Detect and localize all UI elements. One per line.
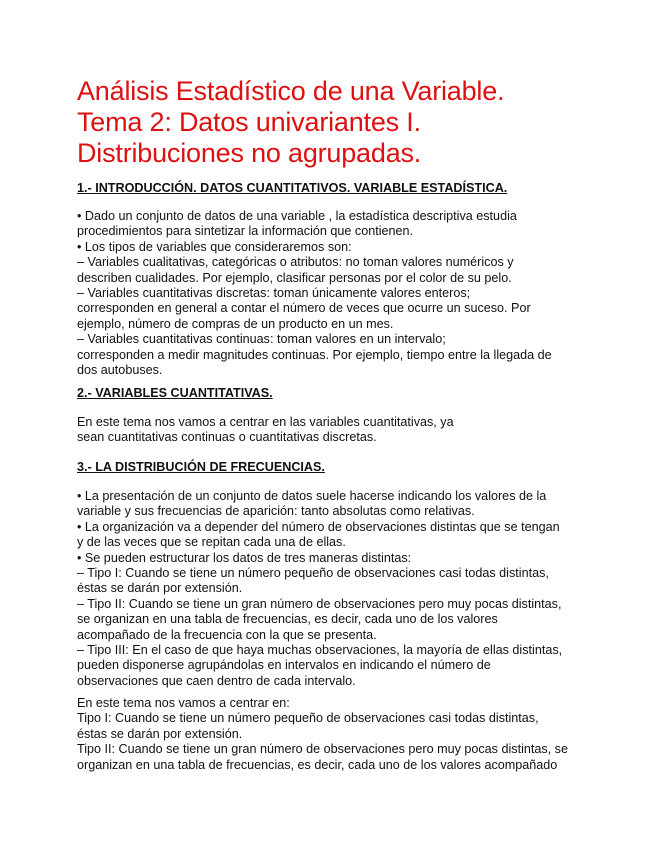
paragraph-line: sean cuantitativas continuas o cuantitativas discretas. [77, 430, 377, 445]
paragraph-line: Tipo II: Cuando se tiene un gran número de observaciones pero muy pocas distintas, se [77, 742, 568, 757]
paragraph-line: – Variables cuantitativas discretas: toman únicamente valores enteros; [77, 286, 471, 301]
document-title [77, 76, 504, 169]
paragraph-line: En este tema nos vamos a centrar en las variables cuantitativas, ya [77, 415, 454, 429]
paragraph-line: ejemplo, número de compras de un producto en un mes. [77, 316, 394, 331]
paragraph-line: – Variables cualitativas, categóricas o atributos: no toman valores numéricos y [77, 255, 514, 270]
paragraph-line: • Los tipos de variables que consideraremos son: [77, 239, 352, 254]
paragraph-line: acompañado de la frecuencia con la que se presenta. [77, 627, 377, 642]
title-line: Tema 2: Datos univariantes I. [77, 107, 421, 137]
paragraph-line: • Se pueden estructurar los datos de tres maneras distintas: [77, 550, 412, 565]
paragraph-line: • La organización va a depender del número de observaciones distintas que se tengan [77, 519, 560, 534]
paragraph-line: – Tipo III: En el caso de que haya muchas observaciones, la mayoría de ellas distintas, [77, 643, 563, 658]
paragraph-line: observaciones que caen dentro de cada intervalo. [77, 673, 356, 688]
paragraph-line: Tipo I: Cuando se tiene un número pequeño de observaciones casi todas distintas, [77, 711, 539, 726]
paragraph-line: dos autobuses. [77, 363, 163, 378]
section-heading-distribucion-frecuencias: 3.- LA DISTRIBUCIÓN DE FRECUENCIAS. [77, 460, 325, 474]
paragraph-line: corresponden en general a contar el número de veces que ocurre un suceso. Por [77, 301, 531, 316]
paragraph-line: • La presentación de un conjunto de datos suele hacerse indicando los valores de la [77, 489, 547, 503]
paragraph-line: y de las veces que se repitan cada una de ellas. [77, 535, 346, 550]
paragraph-line: describen cualidades. Por ejemplo, clasificar personas por el color de su pelo. [77, 270, 512, 285]
title-line: Análisis Estadístico de una Variable. [77, 76, 505, 106]
section-body-introduccion [77, 209, 597, 378]
paragraph-line: – Variables cuantitativas continuas: toman valores en un intervalo; [77, 332, 446, 347]
paragraph-line: éstas se darán por extensión. [77, 726, 243, 741]
paragraph-line: En este tema nos vamos a centrar en: [77, 696, 290, 710]
section-body-distribucion-frecuencias [77, 489, 597, 689]
closing-paragraph [77, 696, 597, 773]
title-line: Distribuciones no agrupadas. [77, 138, 422, 168]
paragraph-line: éstas se darán por extensión. [77, 581, 243, 596]
paragraph-line: • Dado un conjunto de datos de una variable , la estadística descriptiva estudia [77, 209, 517, 223]
section-heading-variables-cuantitativas: 2.- VARIABLES CUANTITATIVAS. [77, 386, 273, 400]
paragraph-line: – Tipo I: Cuando se tiene un número pequeño de observaciones casi todas distintas, [77, 566, 549, 581]
paragraph-line: pueden disponerse agrupándolas en intervalos en indicando el número de [77, 658, 491, 673]
paragraph-line: corresponden a medir magnitudes continuas. Por ejemplo, tiempo entre la llegada de [77, 347, 552, 362]
paragraph-line: variable y sus frecuencias de aparición: tanto absolutas como relativas. [77, 504, 475, 519]
paragraph-line: organizan en una tabla de frecuencias, es decir, cada uno de los valores acompañado [77, 757, 558, 772]
section-heading-introduccion: 1.- INTRODUCCIÓN. DATOS CUANTITATIVOS. VARIABLE ESTADÍSTICA. [77, 181, 508, 195]
section-body-variables-cuantitativas [77, 415, 597, 446]
paragraph-line: procedimientos para sintetizar la información que contienen. [77, 224, 414, 239]
paragraph-line: – Tipo II: Cuando se tiene un gran número de observaciones pero muy pocas distintas, [77, 596, 562, 611]
paragraph-line: se organizan en una tabla de frecuencias, es decir, cada uno de los valores [77, 612, 498, 627]
